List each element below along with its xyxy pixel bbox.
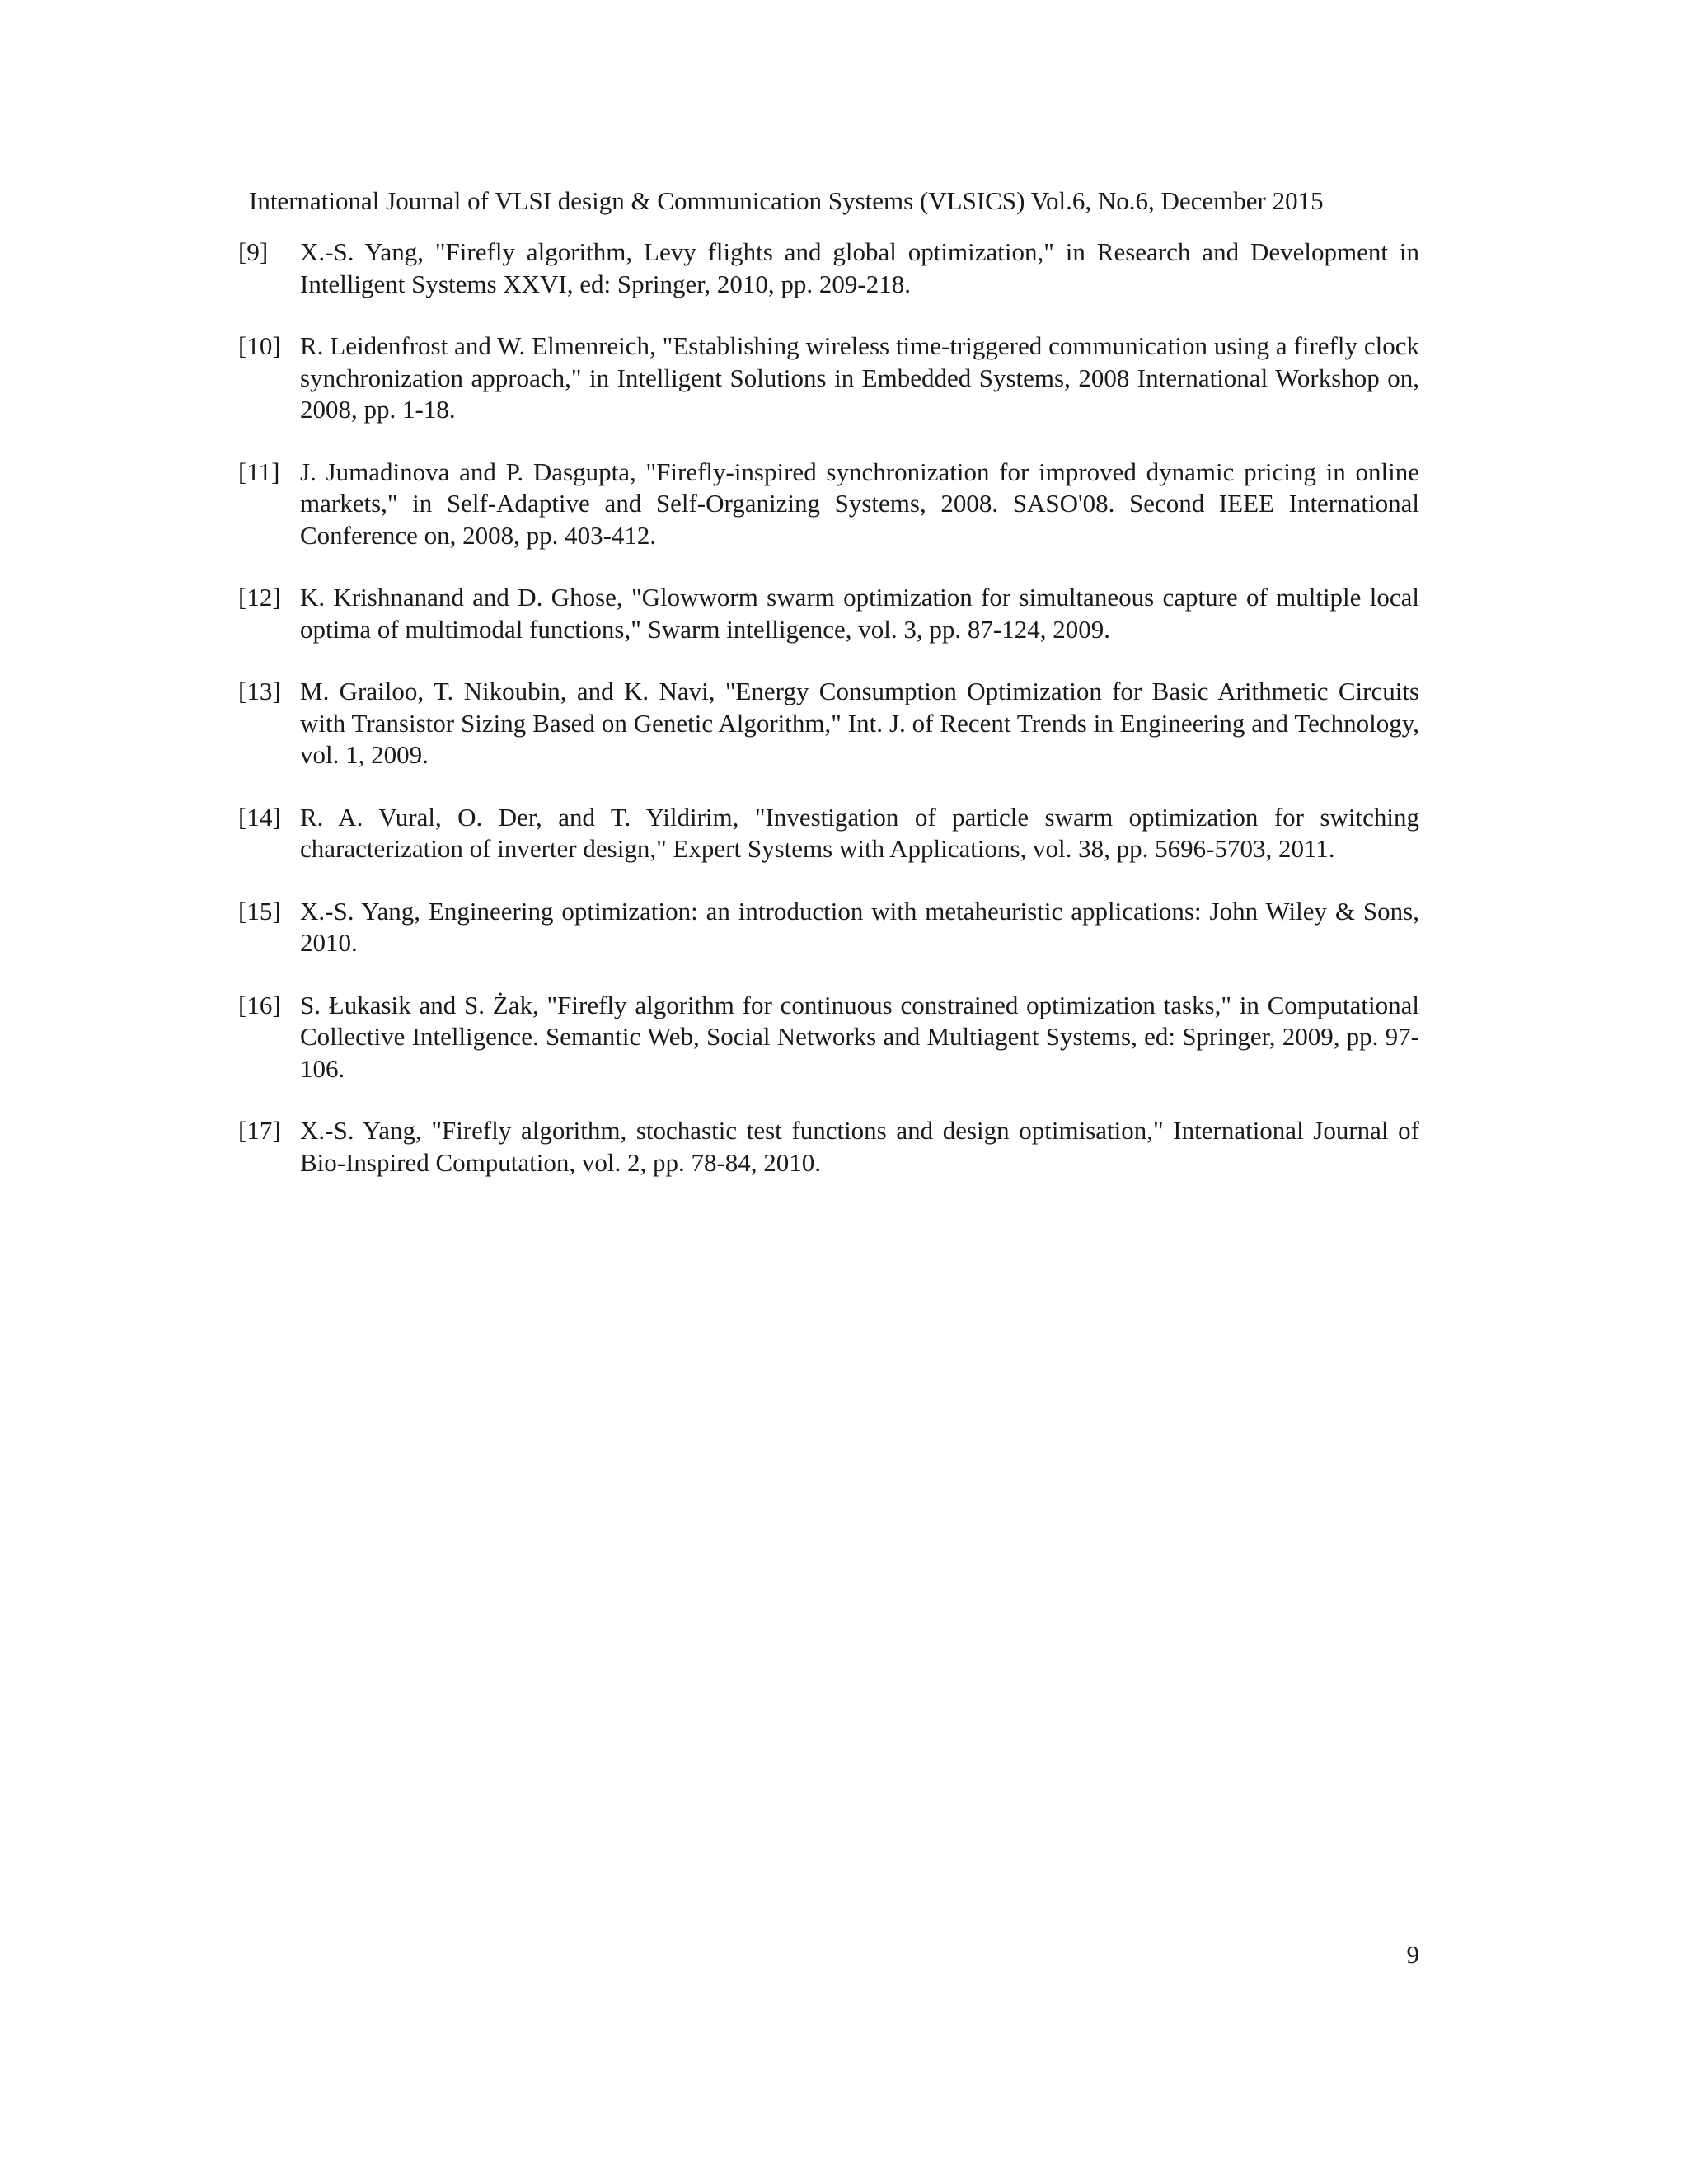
reference-item xyxy=(238,990,1419,1085)
reference-number: [12] xyxy=(238,583,281,612)
reference-text: X.-S. Yang, Engineering optimization: an introduction with metaheuristic applications: John Wiley & Sons, 2010. xyxy=(300,896,1419,957)
page-number: 9 xyxy=(1406,1940,1419,1969)
reference-text: X.-S. Yang, "Firefly algorithm, stochastic test functions and design optimisation," International Journal of Bio-Inspired Computation, vol. 2, pp. 78-84, 2010. xyxy=(300,1116,1419,1177)
reference-item xyxy=(238,896,1419,959)
reference-number: [9] xyxy=(238,237,269,266)
reference-text: R. Leidenfrost and W. Elmenreich, "Establishing wireless time-triggered communication using a firefly clock synchronization approach," in Intelligent Solutions in Embedded Systems, 2008 International Workshop on, 2008, pp. 1-18. xyxy=(300,331,1419,424)
reference-number: [14] xyxy=(238,802,281,832)
reference-item xyxy=(238,1115,1419,1179)
reference-text: M. Grailoo, T. Nikoubin, and K. Navi, "Energy Consumption Optimization for Basic Arithmetic Circuits with Transistor Sizing Based on Genetic Algorithm," Int. J. of Recent Trends in Engineering and Technology, vol. 1, 2009. xyxy=(300,677,1419,769)
reference-item xyxy=(238,237,1419,300)
reference-list xyxy=(238,237,1419,1209)
reference-text: X.-S. Yang, "Firefly algorithm, Levy flights and global optimization," in Research and Development in Intelligent Systems XXVI, ed: Springer, 2010, pp. 209-218. xyxy=(300,237,1419,298)
running-header: International Journal of VLSI design & Communication Systems (VLSICS) Vol.6, No.6, December 2015 xyxy=(249,186,1324,215)
reference-number: [10] xyxy=(238,331,281,360)
reference-text: K. Krishnanand and D. Ghose, "Glowworm swarm optimization for simultaneous capture of multiple local optima of multimodal functions," Swarm intelligence, vol. 3, pp. 87-124, 2009. xyxy=(300,583,1419,644)
reference-item xyxy=(238,582,1419,645)
reference-number: [13] xyxy=(238,677,281,705)
reference-item xyxy=(238,330,1419,426)
reference-number: [17] xyxy=(238,1116,281,1145)
reference-item xyxy=(238,457,1419,552)
reference-text: R. A. Vural, O. Der, and T. Yildirim, "Investigation of particle swarm optimization for switching characterization of inverter design," Expert Systems with Applications, vol. 38, pp. 5696-5703, 2011. xyxy=(300,802,1419,863)
reference-item xyxy=(238,802,1419,865)
reference-text: J. Jumadinova and P. Dasgupta, "Firefly-inspired synchronization for improved dynamic pricing in online markets," in Self-Adaptive and Self-Organizing Systems, 2008. SASO'08. Second IEEE International Conference on, 2008, pp. 403-412. xyxy=(300,457,1419,550)
reference-number: [16] xyxy=(238,990,281,1019)
reference-item xyxy=(238,676,1419,771)
reference-text: S. Łukasik and S. Żak, "Firefly algorithm for continuous constrained optimization tasks," in Computational Collective Intelligence. Semantic Web, Social Networks and Multiagent Systems, ed: Springer, 2009, pp. 97-106. xyxy=(300,990,1419,1083)
reference-number: [11] xyxy=(238,457,280,486)
reference-number: [15] xyxy=(238,896,281,926)
